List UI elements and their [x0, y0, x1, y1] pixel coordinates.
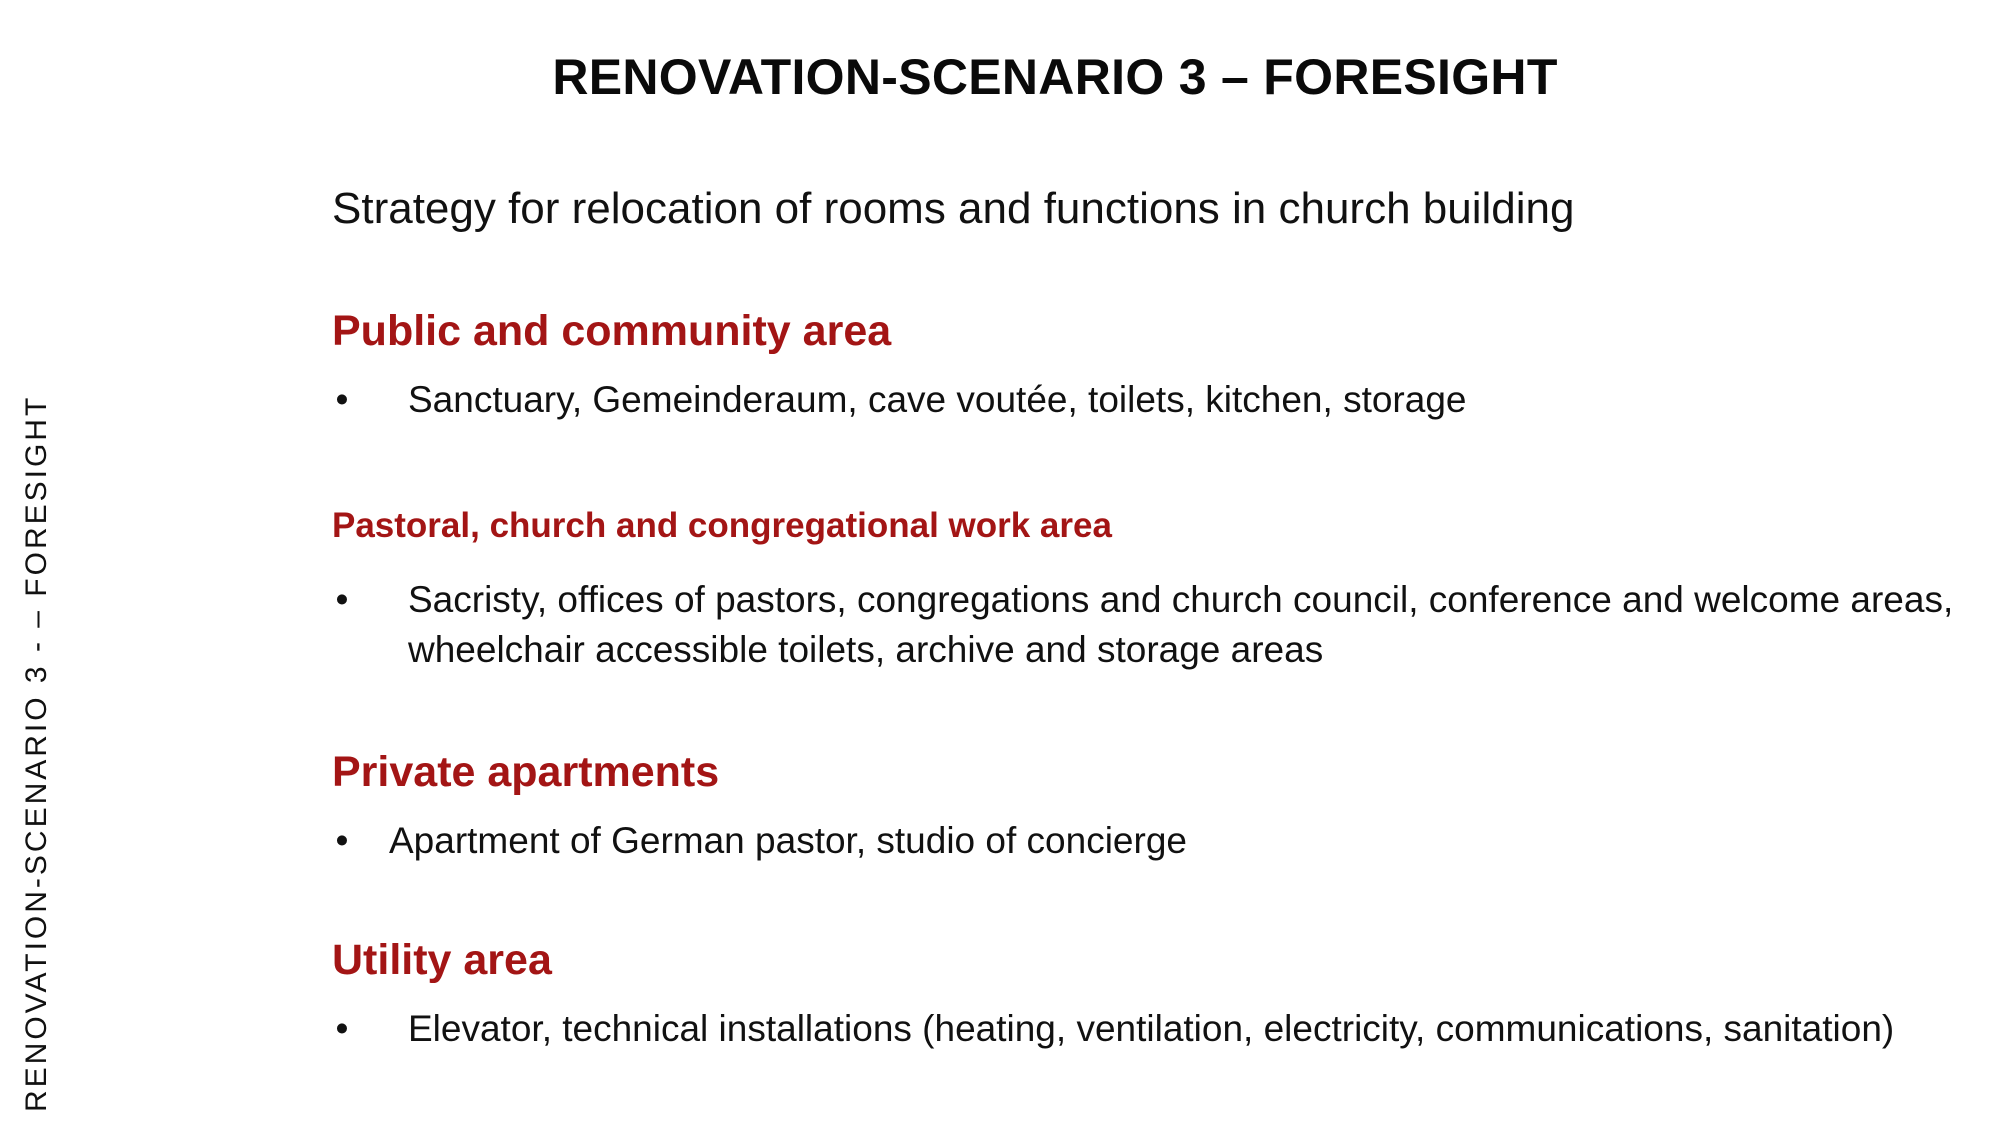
bullet-symbol: •	[335, 379, 349, 420]
bullet-text: Elevator, technical installations (heating, ventilation, electricity, communications, sanitation)	[408, 1008, 1895, 1049]
bullet-symbol: •	[335, 1008, 349, 1049]
slide-title: RENOVATION-SCENARIO 3 – FORESIGHT	[552, 49, 1558, 105]
subtitle: Strategy for relocation of rooms and functions in church building	[332, 184, 1575, 233]
section-heading-utility: Utility area	[332, 936, 552, 984]
section-heading-private: Private apartments	[332, 748, 720, 796]
section-heading-public: Public and community area	[332, 307, 892, 355]
side-label: RENOVATION-SCENARIO 3 - – FORESIGHT	[20, 394, 53, 1112]
bullet-text: Apartment of German pastor, studio of concierge	[389, 820, 1187, 861]
bullet-symbol: •	[335, 820, 349, 861]
section-heading-pastoral: Pastoral, church and congregational work area	[332, 506, 1112, 545]
bullet-text: Sacristy, offices of pastors, congregations and church council, conference and welcome areas, wheelchair accessible toilets, archive and storage areas	[408, 579, 1954, 670]
bullet-text: Sanctuary, Gemeinderaum, cave voutée, toilets, kitchen, storage	[408, 379, 1467, 420]
bullet-symbol: •	[335, 579, 349, 620]
